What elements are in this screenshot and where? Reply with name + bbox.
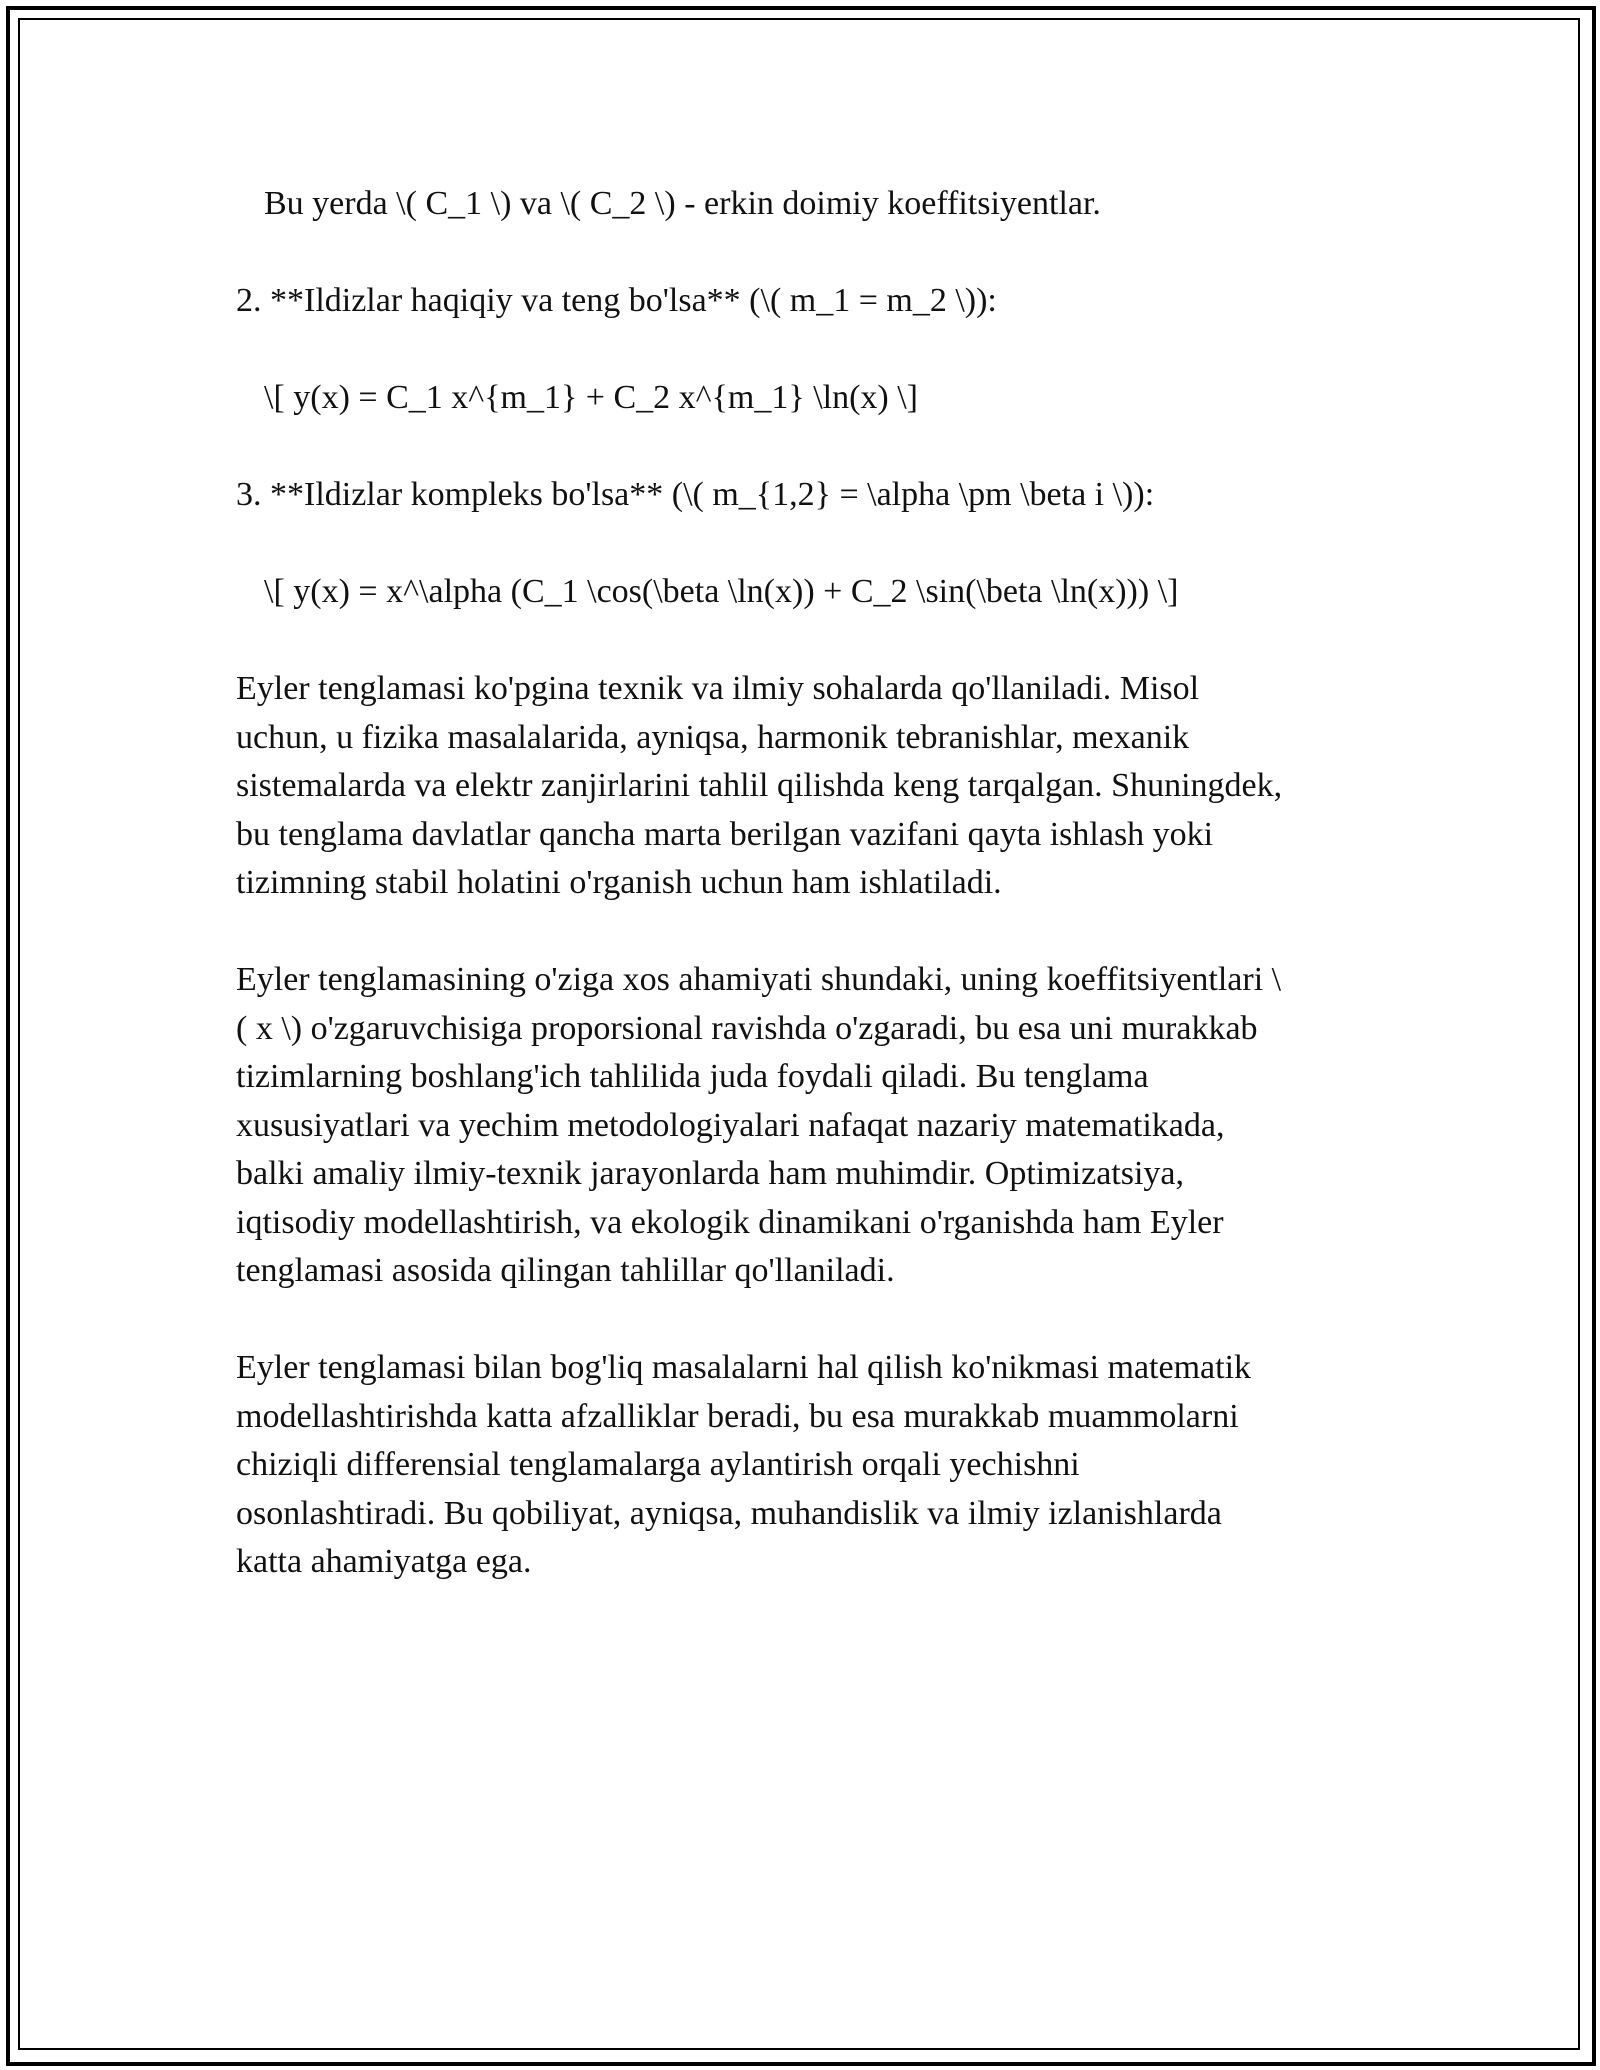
paragraph-line: Eyler tenglamasi ko'pgina texnik va ilmiy sohalarda qo'llaniladi. Misol	[236, 670, 1200, 707]
case2-formula: \[ y(x) = C_1 x^{m_1} + C_2 x^{m_1} \ln(x) \]	[264, 379, 919, 416]
paragraph-line: tizimlarning boshlang'ich tahlilida juda foydali qiladi. Bu tenglama	[236, 1058, 1149, 1095]
paragraph-line: chiziqli differensial tenglamalarga aylantirish orqali yechishni	[236, 1446, 1080, 1483]
paragraph-line: xususiyatlari va yechim metodologiyalari nafaqat nazariy matematikada,	[236, 1106, 1225, 1144]
paragraph-line: Eyler tenglamasi bilan bog'liq masalalarni hal qilish ko'nikmasi matematik	[236, 1349, 1252, 1386]
paragraph-line: uchun, u fizika masalalarida, ayniqsa, harmonik tebranishlar, mexanik	[236, 718, 1190, 756]
paragraph-line: iqtisodiy modellashtirish, va ekologik dinamikani o'rganishda ham Eyler	[236, 1203, 1224, 1241]
paragraph-line: balki amaliy ilmiy-texnik jarayonlarda ham muhimdir. Optimizatsiya,	[236, 1155, 1184, 1192]
paragraph-line: ( x \) o'zgaruvchisiga proporsional ravishda o'zgaradi, bu esa uni murakkab	[236, 1009, 1258, 1047]
paragraph-line: modellashtirishda katta afzalliklar beradi, bu esa murakkab muammolarni	[236, 1397, 1239, 1435]
paragraph-significance	[236, 956, 1366, 1296]
paragraph-line: tenglamasi asosida qilingan tahlillar qo'llaniladi.	[236, 1252, 895, 1289]
paragraph-line: katta ahamiyatga ega.	[236, 1543, 532, 1580]
case3-heading: 3. **Ildizlar kompleks bo'lsa** (\( m_{1,2} = \alpha \pm \beta i \)):	[236, 476, 1155, 513]
paragraph-line: Eyler tenglamasining o'ziga xos ahamiyati shundaki, uning koeffitsiyentlari \	[236, 961, 1282, 998]
paragraph-line: bu tenglama davlatlar qancha marta berilgan vazifani qayta ishlash yoki	[236, 815, 1214, 853]
paragraph-skills	[236, 1344, 1366, 1587]
case2-heading: 2. **Ildizlar haqiqiy va teng bo'lsa** (\( m_1 = m_2 \)):	[236, 282, 997, 319]
case3-formula: \[ y(x) = x^\alpha (C_1 \cos(\beta \ln(x)) + C_2 \sin(\beta \ln(x))) \]	[264, 573, 1179, 610]
paragraph-line: tizimning stabil holatini o'rganish uchun ham ishlatiladi.	[236, 864, 1002, 901]
document-body	[236, 180, 1366, 1635]
paragraph-line: sistemalarda va elektr zanjirlarini tahlil qilishda keng tarqalgan. Shuningdek,	[236, 767, 1283, 804]
paragraph-applications	[236, 665, 1366, 908]
constants-note: Bu yerda \( C_1 \) va \( C_2 \) - erkin doimiy koeffitsiyentlar.	[264, 185, 1101, 222]
paragraph-line: osonlashtiradi. Bu qobiliyat, ayniqsa, muhandislik va ilmiy izlanishlarda	[236, 1494, 1222, 1532]
